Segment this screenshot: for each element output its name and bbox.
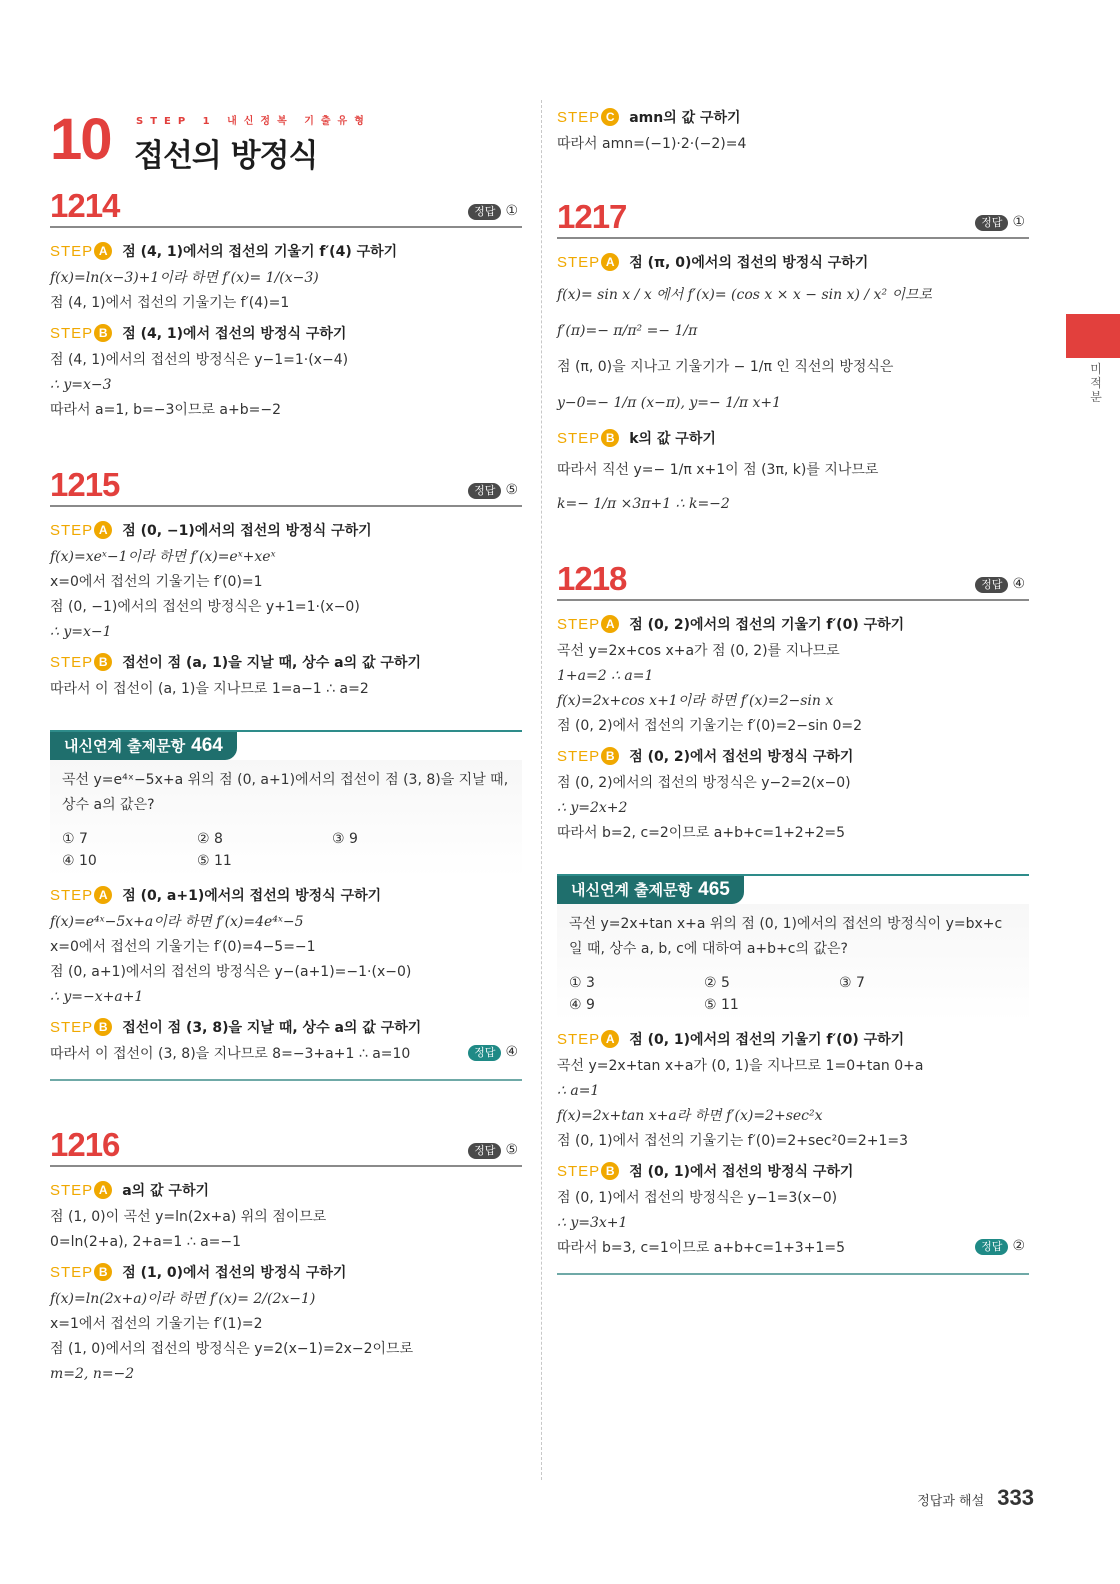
answer-value: ④ [1012,576,1025,592]
step-b [50,1261,522,1283]
step-a [50,240,522,262]
solution-line [50,1042,522,1067]
solution-line: f(x)= sin x / x 에서 f′(x)= (cos x × x − sin x) / x² 이므로 [557,287,933,303]
step-badge: A [601,615,619,633]
chapter-number: 10 [50,107,111,172]
solution-line: 점 (0, 1)에서 접선의 기울기는 f′(0)=2+sec²0=2+1=3 [557,1133,909,1149]
step-badge: A [94,886,112,904]
step-a [50,884,522,906]
problem-number: 1215 [50,466,120,503]
step-word: STEP [50,324,94,342]
solution-line: x=0에서 접선의 기울기는 f′(0)=1 [50,574,263,590]
problem-1215 [50,467,522,702]
step-title: k의 값 구하기 [629,431,716,447]
step-word: STEP [50,1181,94,1199]
step-badge: B [601,1162,619,1180]
answer-value: ⑤ [505,482,518,498]
solution-line: 점 (1, 0)이 곡선 y=ln(2x+a) 위의 점이므로 [50,1209,327,1225]
solution-line: f(x)=e⁴ˣ−5x+a이라 하면 f′(x)=4e⁴ˣ−5 [50,914,304,930]
solution-line: 따라서 a=1, b=−3이므로 a+b=−2 [50,402,281,418]
solution-line: 점 (0, 2)에서 접선의 기울기는 f′(0)=2−sin 0=2 [557,718,863,734]
solution-line: ∴ y=x−1 [50,624,112,640]
page-footer [917,1485,1034,1511]
solution-line: 따라서 직선 y=− 1/π x+1이 점 (3π, k)를 지나므로 [557,462,879,478]
chapter-title: 접선의 방정식 [134,138,318,174]
answer-value: ① [1012,214,1025,230]
solution-line: 점 (0, 2)에서의 접선의 방정식은 y−2=2(x−0) [557,775,851,791]
choice: ④ 10 [62,853,97,869]
solution-line [557,1236,1029,1261]
step-title: 점 (4, 1)에서의 접선의 기울기 f′(4) 구하기 [122,244,398,260]
answer-label [975,1234,1025,1259]
step-a [557,251,1029,273]
choice: ④ 9 [569,997,595,1013]
question-line: 상수 a의 값은? [62,797,155,813]
step-title: 접선이 점 (3, 8)을 지날 때, 상수 a의 값 구하기 [122,1020,422,1036]
solution-line: 점 (0, −1)에서의 접선의 방정식은 y+1=1·(x−0) [50,599,360,615]
step-b [557,1160,1029,1182]
step-title: 점 (π, 0)에서의 접선의 방정식 구하기 [629,255,869,271]
problem-1216-continued [557,106,1029,157]
section-divider [50,1079,522,1081]
step-word: STEP [50,1018,94,1036]
connected-problem-464 [50,730,522,1081]
problem-header [50,467,522,507]
solution-line: ∴ y=3x+1 [557,1215,628,1231]
step-word: STEP [50,653,94,671]
solution-line: 0=ln(2+a), 2+a=1 ∴ a=−1 [50,1234,242,1250]
connected-problem-number: 465 [698,879,730,900]
connected-problem-number: 464 [191,735,223,756]
solution-line: f(x)=ln(2x+a)이라 하면 f′(x)= 2/(2x−1) [50,1291,316,1307]
answer-tag: 정답 [468,483,501,499]
step-a [557,1028,1029,1050]
step-title: a의 값 구하기 [122,1183,210,1199]
problem-number: 1217 [557,198,627,235]
question-line: 곡선 y=e⁴ˣ−5x+a 위의 점 (0, a+1)에서의 접선이 점 (3, 8)을 지날 때, [62,772,509,788]
problem-number: 1216 [50,1126,120,1163]
answer-label [468,482,518,499]
step-b [50,322,522,344]
step-badge: A [601,1030,619,1048]
chapter-step-label: STEP 1 내신정복 기출유형 [136,116,371,127]
problem-header [557,561,1029,601]
step-badge: C [601,108,619,126]
step-word: STEP [50,886,94,904]
answer-tag: 정답 [975,577,1008,593]
solution-line: f(x)=2x+cos x+1이라 하면 f′(x)=2−sin x [557,693,834,709]
solution-line: x=0에서 접선의 기울기는 f′(0)=4−5=−1 [50,939,316,955]
connected-problem-465 [557,874,1029,1275]
solution-line: f(x)=ln(x−3)+1이라 하면 f′(x)= 1/(x−3) [50,270,319,286]
answer-choices [569,972,1019,1016]
choice: ② 8 [197,831,223,847]
step-title: 점 (0, 1)에서의 접선의 기울기 f′(0) 구하기 [629,1032,905,1048]
step-title: 접선이 점 (a, 1)을 지날 때, 상수 a의 값 구하기 [122,655,421,671]
step-c [557,106,1029,128]
problem-1216 [50,1127,522,1387]
answer-tag: 정답 [975,1239,1008,1255]
step-title: 점 (0, 2)에서의 접선의 기울기 f′(0) 구하기 [629,617,905,633]
step-badge: B [601,747,619,765]
step-word: STEP [50,521,94,539]
problem-1214 [50,188,522,423]
problem-1218 [557,561,1029,846]
step-a [50,519,522,541]
page-number: 333 [997,1485,1034,1510]
solution-line: 곡선 y=2x+cos x+a가 점 (0, 2)를 지나므로 [557,643,840,659]
solution-text: 따라서 이 접선이 (3, 8)을 지나므로 8=−3+a+1 ∴ a=10 [50,1046,411,1062]
answer-value: ⑤ [505,1142,518,1158]
solution-line: 점 (0, 1)에서 접선의 방정식은 y−1=3(x−0) [557,1190,838,1206]
column-divider [541,100,542,1480]
step-word: STEP [557,747,601,765]
step-title: 점 (0, 2)에서 접선의 방정식 구하기 [629,749,854,765]
step-word: STEP [557,108,601,126]
step-word: STEP [557,615,601,633]
connected-problem-tab [50,732,237,760]
solution-line: ∴ y=2x+2 [557,800,628,816]
problem-header [50,1127,522,1167]
step-b [557,427,1029,449]
step-a [50,1179,522,1201]
problem-number: 1218 [557,560,627,597]
answer-tag: 정답 [468,1143,501,1159]
choice: ① 7 [62,831,88,847]
step-word: STEP [557,429,601,447]
solution-line: 곡선 y=2x+tan x+a가 (0, 1)을 지나므로 1=0+tan 0+a [557,1058,924,1074]
connected-problem-body [557,904,1029,1022]
answer-tag: 정답 [468,1045,501,1061]
answer-label [975,576,1025,593]
choice: ① 3 [569,975,595,991]
answer-tag: 정답 [975,215,1008,231]
problem-header [557,199,1029,239]
answer-tag: 정답 [468,204,501,220]
section-divider [557,1273,1029,1275]
step-title: 점 (0, 1)에서 접선의 방정식 구하기 [629,1164,854,1180]
question-line: 일 때, 상수 a, b, c에 대하여 a+b+c의 값은? [569,941,848,957]
chapter-side-tab [1066,314,1120,358]
solution-line: f′(π)=− π/π² =− 1/π [557,323,698,339]
footer-label: 정답과 해설 [917,1494,985,1509]
connected-problem-header [557,874,1029,904]
solution-line: k=− 1/π ×3π+1 ∴ k=−2 [557,496,730,512]
step-title: 점 (4, 1)에서 접선의 방정식 구하기 [122,326,347,342]
answer-label [468,1040,518,1065]
solution-line: 점 (0, a+1)에서의 접선의 방정식은 y−(a+1)=−1·(x−0) [50,964,412,980]
connected-problem-body [50,760,522,878]
connected-problem-label: 내신연계 출제문항 [571,881,693,899]
step-badge: B [94,1018,112,1036]
step-badge: B [94,1263,112,1281]
left-column [50,188,522,1397]
answer-value: ④ [505,1044,518,1060]
solution-line: f(x)=xeˣ−1이라 하면 f′(x)=eˣ+xeˣ [50,549,276,565]
solution-line: ∴ y=x−3 [50,377,112,393]
right-column [557,100,1029,1287]
solution-line: ∴ a=1 [557,1083,600,1099]
solution-line: x=1에서 접선의 기울기는 f′(1)=2 [50,1316,263,1332]
step-title: 점 (0, −1)에서의 접선의 방정식 구하기 [122,523,372,539]
choice: ② 5 [704,975,730,991]
choice: ③ 9 [332,831,358,847]
solution-line: 점 (4, 1)에서 접선의 기울기는 f′(4)=1 [50,295,290,311]
step-word: STEP [50,242,94,260]
step-badge: A [94,1181,112,1199]
solution-line: y−0=− 1/π (x−π), y=− 1/π x+1 [557,395,782,411]
choice: ⑤ 11 [704,997,739,1013]
answer-label [468,1142,518,1159]
step-a [557,613,1029,635]
connected-problem-header [50,730,522,760]
problem-number: 1214 [50,187,120,224]
question-line: 곡선 y=2x+tan x+a 위의 점 (0, 1)에서의 접선의 방정식이 y=bx+c [569,916,1003,932]
side-tab-label: 미적분 [1090,362,1102,404]
solution-line: 따라서 b=2, c=2이므로 a+b+c=1+2+2=5 [557,825,845,841]
step-word: STEP [557,1030,601,1048]
solution-text: 따라서 b=3, c=1이므로 a+b+c=1+3+1=5 [557,1240,845,1256]
solution-line: 점 (π, 0)을 지나고 기울기가 − 1/π 인 직선의 방정식은 [557,359,894,375]
step-title: 점 (1, 0)에서 접선의 방정식 구하기 [122,1265,347,1281]
step-badge: B [601,429,619,447]
connected-problem-tab [557,876,744,904]
step-badge: A [94,242,112,260]
choice: ③ 7 [839,975,865,991]
problem-header [50,188,522,228]
answer-value: ① [505,203,518,219]
problem-1217 [557,199,1029,521]
solution-line: 따라서 amn=(−1)·2·(−2)=4 [557,136,747,152]
step-b [557,745,1029,767]
connected-problem-label: 내신연계 출제문항 [64,737,186,755]
solution-line: 따라서 이 접선이 (a, 1)을 지나므로 1=a−1 ∴ a=2 [50,681,369,697]
solution-line: 점 (1, 0)에서의 접선의 방정식은 y=2(x−1)=2x−2이므로 [50,1341,414,1357]
step-b [50,1016,522,1038]
solution-line: 1+a=2 ∴ a=1 [557,668,654,684]
step-badge: B [94,653,112,671]
solution-line: ∴ y=−x+a+1 [50,989,144,1005]
step-badge: B [94,324,112,342]
solution-line: f(x)=2x+tan x+a라 하면 f′(x)=2+sec²x [557,1108,823,1124]
step-badge: A [94,521,112,539]
answer-value: ② [1012,1238,1025,1254]
answer-choices [62,828,512,872]
step-title: amn의 값 구하기 [629,110,741,126]
step-badge: A [601,253,619,271]
solution-line: m=2, n=−2 [50,1366,135,1382]
step-title: 점 (0, a+1)에서의 접선의 방정식 구하기 [122,888,382,904]
step-word: STEP [50,1263,94,1281]
answer-label [468,203,518,220]
solution-line: 점 (4, 1)에서의 접선의 방정식은 y−1=1·(x−4) [50,352,349,368]
step-word: STEP [557,1162,601,1180]
chapter-header [50,108,510,178]
answer-label [975,214,1025,231]
step-word: STEP [557,253,601,271]
choice: ⑤ 11 [197,853,232,869]
step-b [50,651,522,673]
